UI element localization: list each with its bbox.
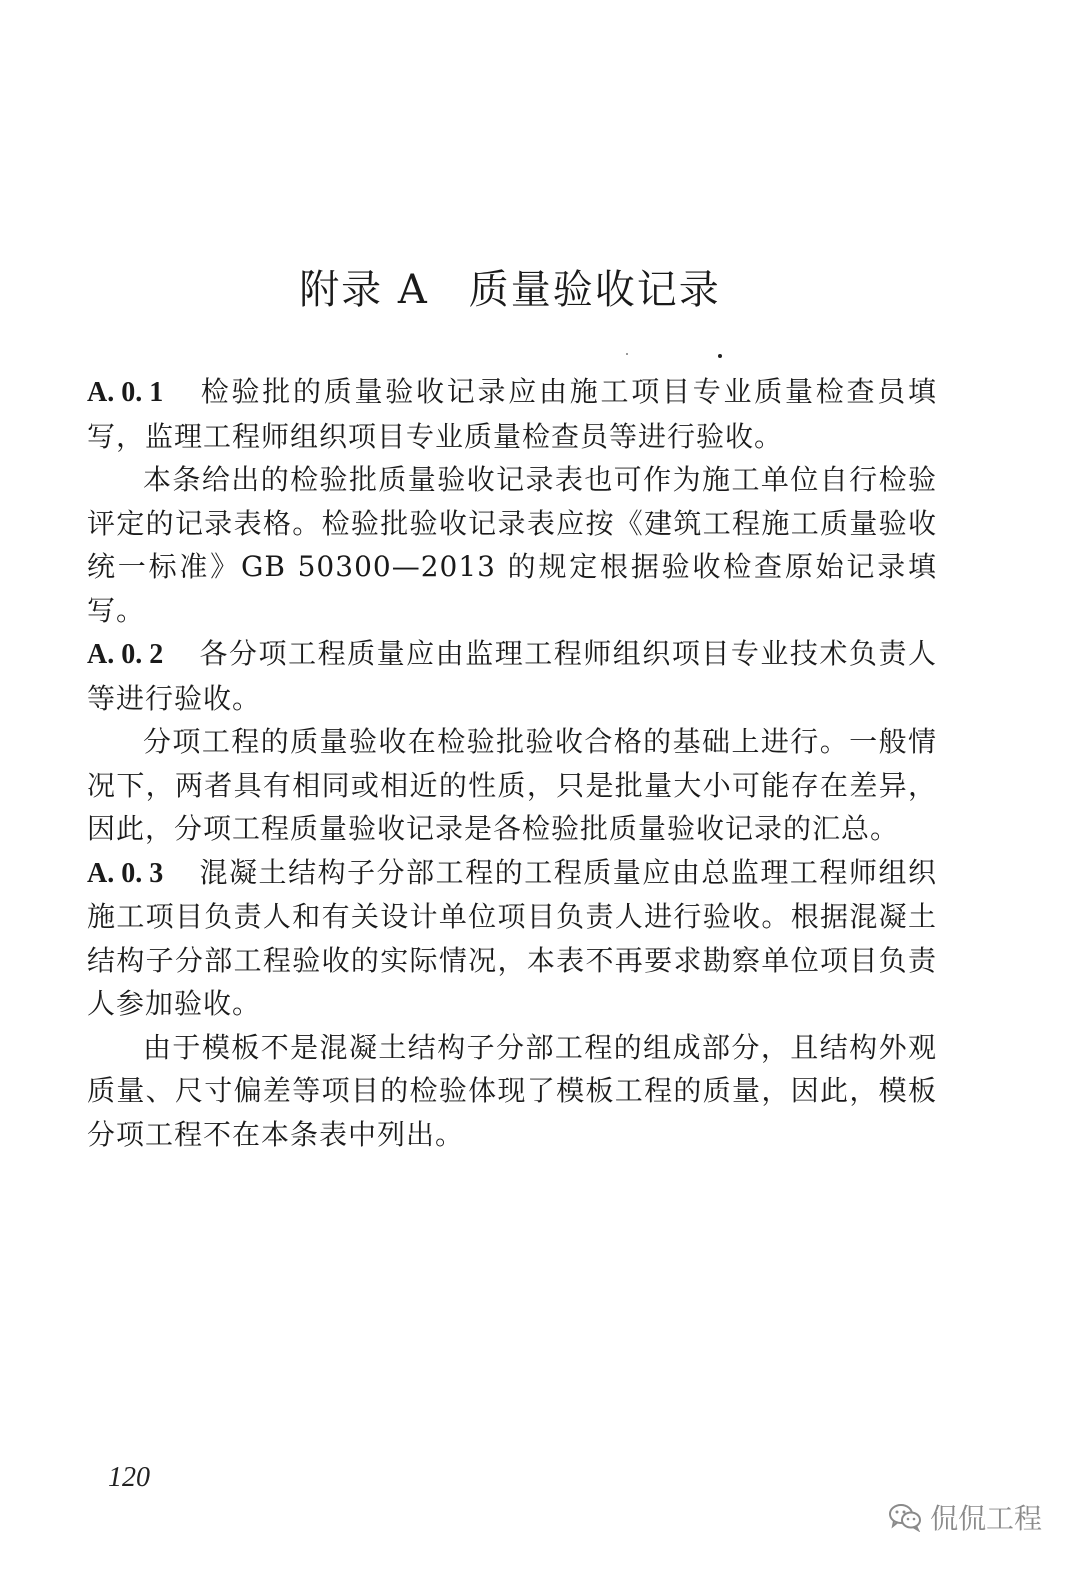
page-title <box>0 258 1020 315</box>
clause-text: 混凝土结构子分部工程的工程质量应由总监理工程师组织施工项目负责人和有关设计单位项目负责人进行验收。根据混凝土结构子分部工程验收的实际情况，本表不再要求勘察单位项目负责人参加验收。 <box>87 855 937 1020</box>
clause-text: 检验批的质量验收记录应由施工项目专业质量检查员填写，监理工程师组织项目专业质量检查员等进行验收。 <box>87 375 937 453</box>
wechat-icon <box>888 1502 922 1532</box>
watermark <box>888 1497 1042 1537</box>
clause-number: A. 0. 1 <box>87 377 164 408</box>
appendix-label: 附录 A <box>299 267 429 313</box>
clause-a01-note: 本条给出的检验批质量验收记录表也可作为施工单位自行检验评定的记录表格。检验批验收记录表应按《建筑工程施工质量验收统一标准》GB 50300—2013 的规定根据验收检查原始记录填写。 <box>87 463 937 627</box>
page-number: 120 <box>108 1462 150 1493</box>
print-speck <box>718 354 722 358</box>
clause-a03-note: 由于模板不是混凝土结构子分部工程的组成部分，且结构外观质量、尺寸偏差等项目的检验体现了模板工程的质量，因此，模板分项工程不在本条表中列出。 <box>87 1030 937 1151</box>
clause-a01 <box>87 370 937 458</box>
clause-number: A. 0. 2 <box>87 639 164 670</box>
clause-a03 <box>87 851 937 1026</box>
print-speck-small <box>626 353 628 355</box>
clause-text: 各分项工程质量应由监理工程师组织项目专业技术负责人等进行验收。 <box>87 637 937 715</box>
clause-number: A. 0. 3 <box>87 857 164 889</box>
document-body <box>87 370 937 1156</box>
clause-a02-note: 分项工程的质量验收在检验批验收合格的基础上进行。一般情况下，两者具有相同或相近的性质，只是批量大小可能存在差异，因此，分项工程质量验收记录是各检验批质量验收记录的汇总。 <box>87 725 937 845</box>
appendix-title: 质量验收记录 <box>468 267 721 313</box>
watermark-text: 侃侃工程 <box>930 1502 1043 1535</box>
clause-a02 <box>87 632 937 720</box>
